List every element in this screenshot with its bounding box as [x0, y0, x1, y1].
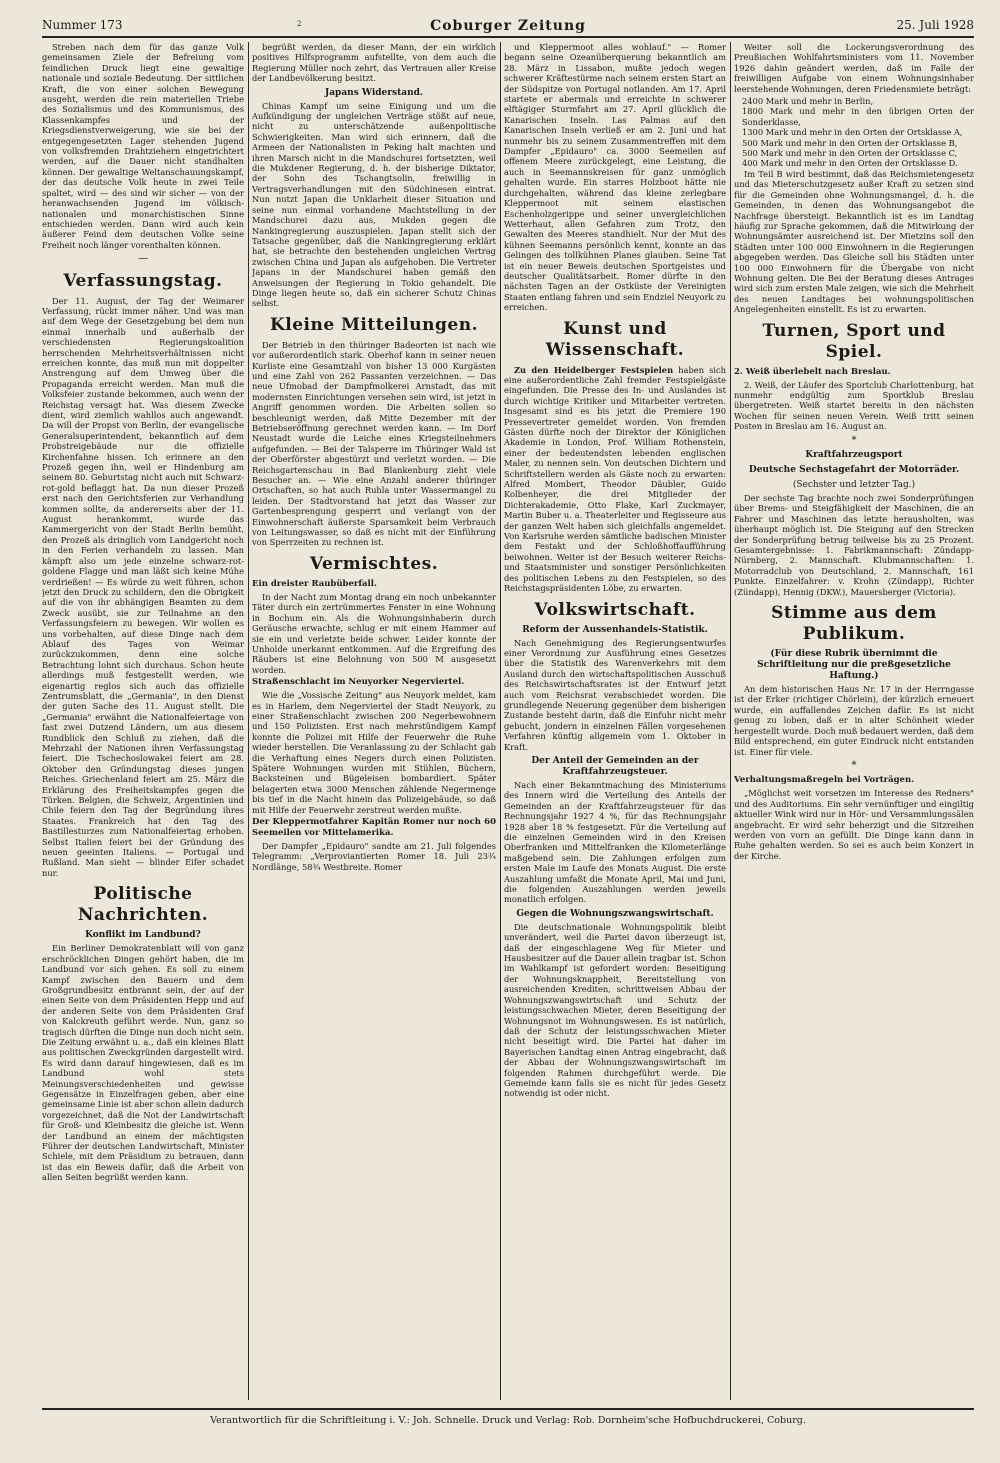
- rent-list: [734, 96, 974, 169]
- section-heading-kleine-mitteilungen: Kleine Mitteilungen.: [269, 314, 478, 335]
- subheading: Ein dreister Raubüberfall.: [252, 578, 377, 589]
- article-text: Streben nach dem für das ganze Volk gemeinsamen Ziele der Befreiung vom feindlichen Druck liegt eine gewaltige nationale und soziale Bedeutung. Der sittlichen Kraft, die von einer solchen Bewegung ausgeht, werden die rein materiellen Triebe des Sozialismus und des Kommunismus, des Klassenkampfes und der Kriegsdienstverweigerung, wie sie bei der entgegengesetzten Lager stehenden Jugend von volksfremden Drahtziehern eingetrichtert werden, auf die Dauer nicht standhalten können. Der gewaltige Weltanschauungskampf, der das deutsche Volk heute in zwei Teile spaltet, wird — des sind wir sicher — von der heranwachsenden Jugend im völkisch-nationalen und monarchistischen Sinne entschieden werden. Dann wird auch kein äußerer Feind dem deutschen Volke seine Freiheit noch länger vorenthalten können.: [42, 42, 244, 250]
- column-4: [734, 42, 974, 1400]
- rent-item: 1800 Mark und mehr in den übrigen Orten der Sonderklasse,: [742, 106, 974, 127]
- subheading: Japans Widerstand.: [324, 87, 424, 98]
- column-marker: 2: [297, 20, 302, 28]
- column-rule: [248, 42, 249, 1400]
- subheading: Konflikt im Landbund?: [85, 930, 201, 941]
- article-text: Weiter soll die Lockerungsverordnung des Preußischen Wohlfahrtsministers vom 11. November 1926 dahin geändert werden, daß im Falle der freiwilligen Aufgabe von einem Wohnungsinhaber leerstehende Wohnungen, deren Friedensmiete beträgt:: [734, 42, 974, 94]
- article-text: Der Dampfer „Epidauro" sandte am 21. Juli folgendes Telegramm: „Verproviantierten Romer 18. Juli 23¾ Nordlänge, 58¾ Westbreite. Romer: [252, 841, 496, 872]
- article-text: 2. Weiß, der Läufer des Sportclub Charlottenburg, hat nunmehr endgültig zum Sportklub Breslau übergetreten. Weiß startet bereits in den nächsten Wochen für seinen neuen Verein. Weiß tritt seinen Posten in Breslau am 16. August an.: [734, 379, 974, 432]
- section-heading-stimme-aus-dem-publikum: Stimme aus dem Publikum.: [771, 603, 937, 645]
- editorial-note: (Für diese Rubrik übernimmt die Schriftleitung nur die preßgesetzliche Haftung.): [757, 649, 951, 682]
- article-text: „Möglichst weit vorsetzen im Interesse des Redners" und des Auditoriums. Ein sehr vernünftiger und eingiltig aktueller Wink wird nur in Hör- und Versammlungssälen angebracht. Er wird sehr beherzigt und die Sitzreihen werden von vorn an gefüllt. Die Dinge kann dann in Ruhe gehalten werden. So sei es auch beim Konzert in der Kirche.: [734, 788, 974, 861]
- subheading: 2. Weiß überlebelt nach Breslau.: [734, 366, 891, 377]
- separator: *: [851, 759, 857, 771]
- rent-item: 400 Mark und mehr in den Orten der Ortsklasse D.: [742, 158, 958, 169]
- article-text: Chinas Kampf um seine Einigung und um die Aufkündigung der ungleichen Verträge stößt auf neue, nicht zu unterschätzende außenpolitische Schwierigkeiten. Man wird sich erinnern, daß die Armeen der Nationalisten in Peking halt machten und ihren Marsch nicht in die Mandschurei fortsetzten, weil die Mukdener Regierung, d. h. der bisherige Diktator, der Sohn des Tschangtsolin, freiwillig in Vertragsverhandlungen mit den Südchinesen eintrat. Nun nutzt Japan die Unklarheit dieser Situation und seine nun einmal vorhandene Machtstellung in der Mandschurei dazu aus, Mukden gegen die Nankingregierung auszuspielen. Japan stellt sich der Tatsache gegenüber, daß die Nankingregierung erklärt hat, sie betrachte den bestehenden ungleichen Vertrag zwischen China und Japan als aufgehoben. Die Vertreter Japans in der Mandschurei haben gemäß den Anweisungen der Regierung in Tokio gehandelt. Die Dinge liegen heute so, daß ein sicherer Schutz Chinas selbst.: [252, 100, 496, 309]
- section-heading-turnen-sport-spiel: Turnen, Sport und Spiel.: [762, 320, 946, 362]
- subheading: Deutsche Sechstagefahrt der Motorräder.: [748, 465, 960, 475]
- rent-item: 2400 Mark und mehr in Berlin,: [742, 96, 874, 107]
- article-text: Die deutschnationale Wohnungspolitik bleibt unverändert, weil die Partei davon überzeugt ist, daß der eingeschlagene Weg für Mieter und Hausbesitzer auf die Dauer allein tragbar ist. Schon im Wahlkampf ist gefordert worden: Beseitigung der Wohnungsknappheit, Bereitstellung von ausreichenden Krediten, schrittweisen Abbau der Wohnungszwangswirtschaft und Schutz der leistungsschwachen Mieter, deren Beseitigung der Wohnungsnot im Wohnungswesen. Es ist natürlich, daß der Schutz der leistungsschwachen Mieter nicht beseitigt wird. Die Partei hat daher im Bayerischen Landtag einen Antrag eingebracht, daß der Abbau der Wohnungszwangswirtschaft im folgenden Rahmen durchgeführt werde. Die Gemeinde kann falls sie es nicht für jedes Gesetz notwendig ist oder nicht.: [504, 921, 726, 1099]
- rent-item: 500 Mark und mehr in den Orten der Ortsklasse B,: [742, 137, 958, 148]
- article-text: Der 11. August, der Tag der Weimarer Verfassung, rückt immer näher. Und was man auf dem Wege der Gesetzgebung bei dem nun einmal innerhalb und außerhalb der verschiedensten Regierungskoalition herrschenden Mehrheitsverhältnissen nicht erreichen konnte, das muß nun mit doppelter Anstrengung auf dem Umweg über die Propaganda erreicht werden. Man muß die Volksfeier zustande bekommen, auch wenn der Reichstag versagt hat. Was diesem Zwecke dient, wird ziemlich wahllos auch angewandt. Da will der Propst von Berlin, der evangelische Generalsuperintendent, bekanntlich auf dem Probstreigebäude nur die offizielle Kirchenfahne hissen. Ich erinnere an den Prozeß gegen ihn, weil er Hindenburg am seinem 80. Geburtstag nicht auch mit Schwarz-rot-gold beflaggt hat. Da nun dieser Prozeß erst nach den Gerichtsferien zur Verhandlung kommen sollte, da andererseits aber der 11. August herankommt, wurde das Kammergericht von der Stadt Berlin bemüht, den Prozeß als dringlich vom Landgericht noch in den Ferien verhandeln zu lassen. Man kämpft also um jede einzelne schwarz-rot-goldene Flagge und man läßt sich keine Mühe verdrießen! — Es würde zu weit führen, schon jetzt den Druck zu schildern, den die Obrigkeit auf die von ihr abhängigen Beamten zu dem Zweck ausübt, sie zur Teilnahme an den Verfassungsfeiern zu bewegen. Wir wollen es uns vorbehalten, auf diese Dinge nach dem Ablauf des Tages von Weimar zurückzukommen, denn eine solche Betrachtung lohnt sich durchaus. Schon heute allerdings muß festgestellt werden, wie eigenartig reglos sich auch das offizielle Zentrumsblatt, die „Germania", in den Dienst der guten Sache des 11. August stellt. Die „Germania" erwähnt die Nationalfeiertage von fast zwei Dutzend Ländern, um aus diesem Rundblick den Schluß zu ziehen, daß die Mehrzahl der Nationen ihren Verfassungstag feiert. Die Tschechoslowakei feiert am 28. Oktober den Gründungstag dieses jungen Reiches. Griechenland feiert am 25. März die Erklärung des Freiheitskampfes gegen die Türken. Belgien, die Schweiz, Argentinien und Chile feiern den Tag der Begründung ihres Staates. Frankreich hat den Tag des Bastillesturzes zum Nationalfeiertag erhoben. Selbst Italien feiert bei der Gründung des neuen geeinten Italiens. — Portugal und Rußland. Man sieht — blinder Eifer schadet nur.: [42, 295, 244, 878]
- subheading: (Sechster und letzter Tag.): [792, 480, 916, 490]
- column-rule: [500, 42, 501, 1400]
- article-text: Der Betrieb in den thüringer Badeorten ist nach wie vor außerordentlich stark. Oberhof kann in seiner neuen Kurliste eine Gesamtzahl von bisher 13 000 Kurgästen und eine Zahl von 262 Passanten verzeichnen. — Das neue Ufmobad der Dampfmolkerei Arnstadt, das mit modernsten Einrichtungen versehen sein wird, ist jetzt in Angriff genommen worden. Die Arbeiten sollen so beschleunigt werden, daß Mitte Dezember mit der Betriebseröffnung gerechnet werden kann. — Im Dorf Neustadt wurde die Leiche eines Kriegsteilnehmers aufgefunden. — Bei der Talsperre im Thüringer Wald ist der Oberförster abgestürzt und verletzt worden. — Die Reichsgartenschau in Bad Blankenburg zieht viele Besucher an. — Wie eine Anzahl anderer thüringer Ortschaften, so hat auch Ruhla unter Wassermangel zu leiden. Der Stadtvorstand hat jetzt das Wasser zur Gartenbesprengung gesperrt und verlangt von der Einwohnerschaft äußerste Sparsamkeit beim Verbrauch von Leitungswasser, so daß es nicht mit der Einführung von Sperrzeiten zu rechnen ist.: [252, 339, 496, 548]
- subheading: Straßenschlacht im Neuyorker Negerviertel.: [252, 677, 465, 688]
- subheading: Reform der Aussenhandels-Statistik.: [522, 624, 708, 635]
- subheading: Gegen die Wohnungszwangswirtschaft.: [516, 908, 714, 919]
- article-text: Im Teil B wird bestimmt, daß das Reichsmietengesetz und das Mieterschutzgesetz außer Kraft zu setzen sind für die Gemeinden ohne Wohnungsmangel, d. h. die Gemeinden, in denen das Wohnungsangebot die Nachfrage übersteigt. Bekanntlich ist es im Landtag häufig zur Sprache gekommen, daß die Mitwirkung der Wohnungsämter ausreichend ist. Der Mietzins soll den Städten unter 100 000 Einwohnern in die Regierungen abgegeben werden. Das Gleiche soll bis Städten unter 100 000 Einwohnern für die Übergabe von nicht Wohnung gelten. Die Bei der Beratung dieses Antrages wird sich zum ersten Male zeigen, wie sich die Mehrheit des neuen Landtages bei wohnungspolitischen Angelegenheiten einstellt. Es ist zu erwarten.: [734, 168, 974, 315]
- subheading: Zu den Heidelberger Festspielen: [514, 364, 674, 375]
- issue-date: 25. Juli 1928: [896, 18, 974, 32]
- section-heading-verfassungstag: Verfassungstag.: [63, 270, 223, 291]
- subheading: Verhaltungsmaßregeln bei Vorträgen.: [734, 775, 915, 786]
- article-text: begrüßt werden, da dieser Mann, der ein wirklich positives Hilfsprogramm aufstellte, von dem auch die Regierung Müller noch zehrt, das Vertrauen aller Kreise der Landbevölkerung besitzt.: [252, 42, 496, 84]
- section-heading-volkswirtschaft: Volkswirtschaft.: [534, 599, 696, 620]
- imprint-footer: Verantwortlich für die Schriftleitung i. V.: Joh. Schnelle. Druck und Verlag: Rob. Dornheim'sche Hofbuchdruckerei, Coburg.: [42, 1408, 974, 1434]
- article-text: Der sechste Tag brachte noch zwei Sonderprüfungen über Brems- und Steigfähigkeit der Maschinen, die an Fahrer und Maschinen das letzte herausholten, was überhaupt möglich ist. Die Steigung auf den Strecken der Sonderprüfung betrug teilweise bis zu 25 Prozent. Gesamtergebnisse: 1. Fabrikmannschaft: Zündapp-Nürnberg, 2. Mannschaft. Klubmannschaften: 1. Motorradclub von Deutschland, 2. Mannschaft, 161 Punkte. Einzelfahrer: v. Krohn (Zündapp), Richter (Zündapp), Hennig (DKW.), Mauersberger (Victoria).: [734, 493, 974, 597]
- section-heading-politische-nachrichten: Politische Nachrichten.: [77, 884, 209, 926]
- section-heading-vermischtes: Vermischtes.: [309, 553, 439, 574]
- article-text: Nach einer Bekanntmachung des Ministeriums des Innern wird die Verteilung des Anteils der Gemeinden an der Kraftfahrzeugsteuer für das Rechnungsjahr 1927 4 %, für das Rechnungsjahr 1928 aber 18 % festgesetzt. Für die Verteilung auf die einzelnen Gemeinden wird in den Kreisen Oberfranken und Mittelfranken die Kilometerlänge maßgebend sein. Die Zahlungen erfolgen zum ersten Male im Laufe des Monats August. Die erste Auszahlung umfaßt die Monate April, Mai und Juni, die folgenden Auszahlungen werden jeweils monatlich erfolgen.: [504, 779, 726, 905]
- article-text: Nach Genehmigung des Regierungsentwurfes einer Verordnung zur Ausführung eines Gesetzes über die Statistik des Warenverkehrs mit dem Ausland durch den wirtschaftspolitischen Ausschuß des Reichswirtschaftsrates ist der Entwurf jetzt auch vom Reichsrat verabschiedet worden. Die grundlegende Neuerung gegenüber dem bisherigen Zustande besteht darin, daß die Einfuhr nicht mehr gebucht, jondern in einzelnen Fällen vorgesehenen Verfahren künftig allgemein vom 1. Oktober in Kraft.: [504, 637, 726, 752]
- article-text: An dem historischen Haus Nr. 17 in der Herrngasse ist der Erker (richtiger Chörlein), der kürzlich erneuert wurde, ein auffallendes Zeichen dafür. Es ist nicht genug zu loben, daß er in alter Schönheit wieder hergestellt wurde. Doch muß bedauert werden, daß dem Bild entsprechend, ein guter Eindruck nicht entstanden ist. Einer für viele.: [734, 684, 974, 757]
- article-text: Ein Berliner Demokratenblatt will von ganz erschröcklichen Dingen gehört haben, die im Landbund vor sich gehen. Es soll zu einem Kampf zwischen den Bauern und dem Großgrundbesitz entbrannt sein, der auf der einen Seite von dem Präsidenten Hepp und auf der anderen Seite von dem Präsidenten Graf von Kalckreuth geführt werde. Nun, ganz so tragisch dürften die Dinge nun doch nicht sein. Die Zeitung erwähnt u. a., daß ein kleines Blatt aus politischen Zweckgründen dargestellt wird. Es wird dann darauf hingewiesen, daß es im Landbund wohl stets Meinungsverschiedenheiten und gewisse Gegensätze in Einzelfragen geben, aber eine gemeinsame Linie ist aber schon allein dadurch vorgezeichnet, daß die Not der Landwirtschaft für Groß- und Kleinbesitz die gleiche ist. Wenn der Landbund an einem der mächtigsten Führer der deutschen Landwirtschaft, Minister Schiele, mit dem Präsidium zu betrauen, dann ist das ein Beweis dafür, daß die Arbeit von allen Seiten begrüßt werden kann.: [42, 943, 244, 1183]
- rent-item: 500 Mark und mehr in den Orten der Ortsklasse C,: [742, 148, 958, 159]
- subheading: Der Kleppermotfahrer Kapitän Romer nur noch 60 Seemeilen vor Mittelamerika.: [252, 817, 496, 838]
- column-2: [252, 42, 496, 1400]
- section-heading-kunst-und-wissenschaft: Kunst und Wissenschaft.: [545, 318, 685, 360]
- subheading: Der Anteil der Gemeinden an der Kraftfahrzeugsteuer.: [531, 755, 699, 777]
- column-1: [42, 42, 244, 1400]
- article-text: [504, 365, 726, 594]
- article-text: haben sich eine außerordentliche Zahl fremder Festspielgäste eingefunden. Die Presse des In- und Auslandes ist durch wichtige Kritiker und Mitarbeiter vertreten. Insgesamt sind es bis jetzt die Premiere 190 Pressevertreter gemeldet worden. Von fremden Gästen dürfte noch der Direktor der Königlichen Akademie in London, Prof. William Rothenstein, einer der bedeutendsten lebenden englischen Maler, zu nennen sein. Von deutschen Dichtern und Schriftstellern werden als Gäste noch zu erwarten: Alfred Mombert, Theodor Däubler, Guido Kolbenheyer, die drei Mitglieder der Dichterakademie, Otto Flake, Karl Zuckmayer, Martin Buber u. a. Theaterleiter und Regisseure aus der ganzen Welt haben sich gleichfalls angemeldet. Von Karlsruhe werden sämtliche badischen Minister dem Festakt und der Schloßhoffaufführung beiwohnen. Weiter ist der Besuch weiterer Reichs- und Staatsminister und sonstiger Persönlichkeiten des politischen Lebens zu den Festspielen, so des Reichstagspräsidenten Löbe, zu erwarten.: [504, 364, 726, 594]
- article-text: In der Nacht zum Montag drang ein noch unbekannter Täter durch ein zertrümmertes Fenster in eine Wohnung in Bochum ein. Als die Wohnungsinhaberin durch Geräusche erwachte, schlug er mit einem Hammer auf sie ein und verletzte beide schwer. Leider konnte der Unholde unerkannt entkommen. Auf die Ergreifung des Räubers ist eine Belohnung von 500 M ausgesetzt worden.: [252, 591, 496, 675]
- article-text: Wie die „Vossische Zeitung" aus Neuyork meldet, kam es in Harlem, dem Negerviertel der Stadt Neuyork, zu einer Straßenschlacht zwischen 200 Negerbewohnern und 150 Polizisten. Erst nach mehrstündigem Kampf konnte die Polizei mit Hilfe der Feuerwehr die Ruhe wieder herstellen. Die Veranlassung zu der Schlacht gab die Verhaftung eines Negers durch einen Polizisten. Spätere Wohnungen wurden mit Stühlen, Büchern, Backsteinen und Bügeleisen bombardiert. Später belagerten etwa 3000 Menschen zählende Negermenge bis tief in die Nacht hinein das Polizeigebäude, so daß mit Hilfe der Feuerwehr zerstreut werden mußte.: [252, 690, 496, 815]
- masthead: [42, 14, 974, 38]
- article-text: und Kleppermoot alles wohlauf." — Romer begann seine Ozeanüberquerung bekanntlich am 28. März in Lissabon, mußte jedoch wegen schwerer Kräftestürme nach seinem ersten Start an der Südspitze von Portugal notlanden. Am 17. April startete er abermals und erreichte in schwerer elftägiger Sturmfahrt am 27. April glücklich die Kanarischen Inseln. Las Palmas auf den Kanarischen Inseln verließ er am 2. Juni und hat nunmehr bis zu seinem Zusammentreffen mit dem Dampfer „Epidauro" ca. 3000 Seemeilen auf offenem Meere zurückgelegt, eine Leistung, die auch in Seemannskreisen für ganz unmöglich gehalten wurde. Ein starres Holzboot hätte nie durchgehalten, während das kleine zerlegbare Kleppermoot mit seinem elastischen Eschenholzgerippe und seiner unvergleichlichen Wetterhaut, allen Gefahren zum Trotz, den Gewalten des Meeres standhielt. Nur der Mut des kühnen Seemanns persönlich kennt, konnte an das Gelingen des tollkühnen Planes glauben. Seine Tat ist ein neuer Beweis deutschen Sportgeistes und deutscher Qualitätsarbeit. Romer dürfte in den nächsten Tagen an der Ostküste der Vereinigten Staaten entlang fahren und sein Endziel Neuyork zu erreichen.: [504, 42, 726, 313]
- separator: *: [851, 434, 857, 446]
- separator: —: [138, 253, 148, 265]
- newspaper-title: Coburger Zeitung: [430, 18, 586, 34]
- column-rule: [730, 42, 731, 1400]
- column-3: [504, 42, 726, 1400]
- subheading: Kraftfahrzeugsport: [805, 450, 903, 460]
- issue-number: Nummer 173: [42, 18, 123, 32]
- rent-item: 1300 Mark und mehr in den Orten der Ortsklasse A,: [742, 127, 963, 138]
